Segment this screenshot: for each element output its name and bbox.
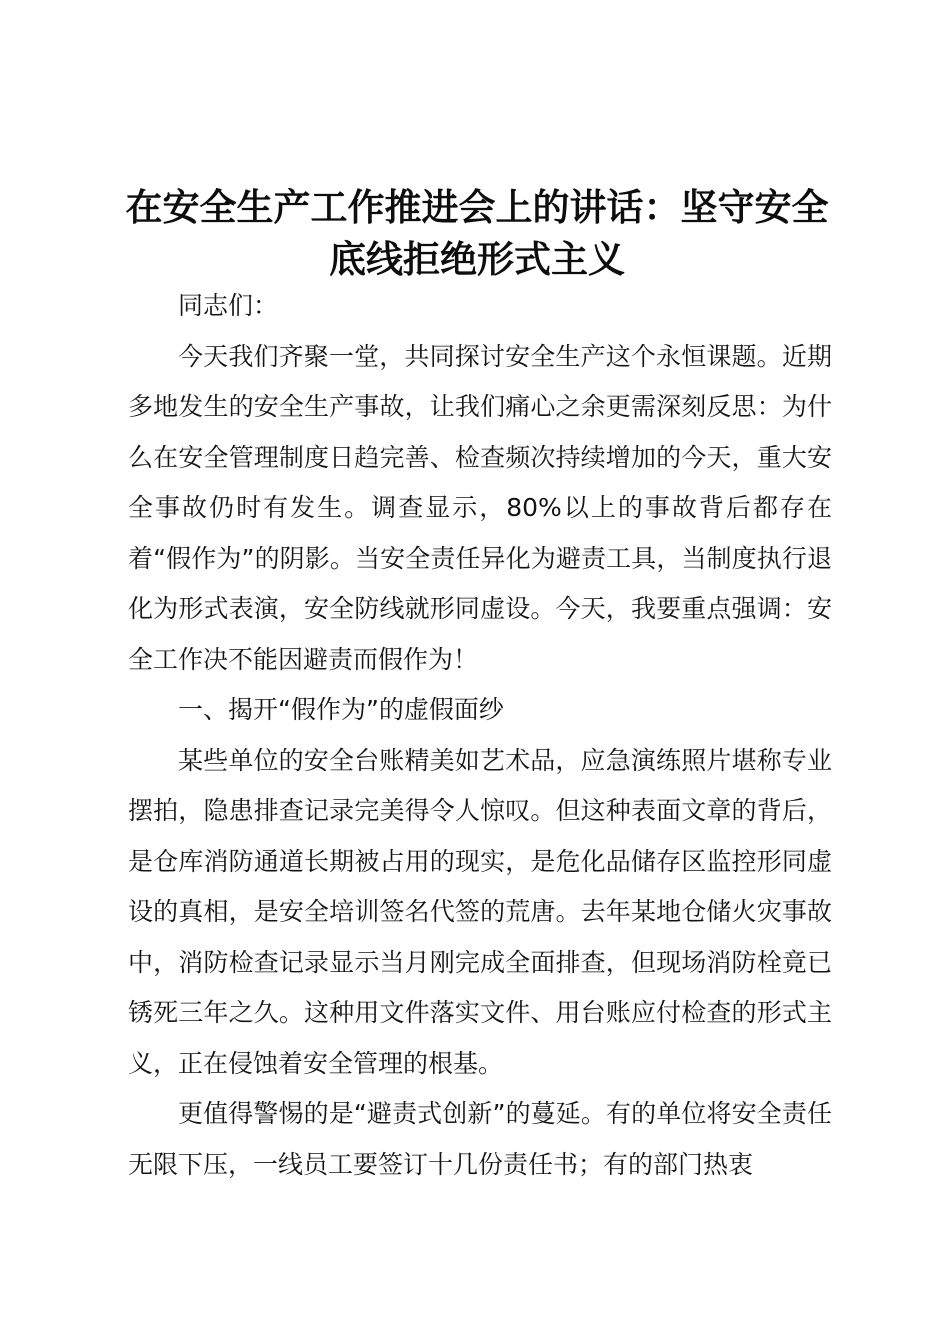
document-body — [128, 281, 832, 1190]
paragraph-section-1: 某些单位的安全台账精美如艺术品，应急演练照片堪称专业摆拍，隐患排查记录完美得令人惊叹。但这种表面文章的背后，是仓库消防通道长期被占用的现实，是危化品储存区监控形同虚设的真相，是安全培训签名代签的荒唐。去年某地仓储火灾事故中，消防检查记录显示当月刚完成全面排查，但现场消防栓竟已锈死三年之久。这种用文件落实文件、用台账应付检查的形式主义，正在侵蚀着安全管理的根基。 — [128, 745, 832, 1078]
paragraph-intro: 今天我们齐聚一堂，共同探讨安全生产这个永恒课题。近期多地发生的安全生产事故，让我们痛心之余更需深刻反思：为什么在安全管理制度日趋完善、检查频次持续增加的今天，重大安全事故仍时有发生。调查显示，80%以上的事故背后都存在着“假作为”的阴影。当安全责任异化为避责工具，当制度执行退化为形式表演，安全防线就形同虚设。今天，我要重点强调：安全工作决不能因避责而假作为！ — [128, 341, 832, 674]
salutation: 同志们： — [178, 291, 279, 320]
document-title: 在安全生产工作推进会上的讲话：坚守安全底线拒绝形式主义 — [125, 186, 829, 281]
section-heading-1: 一、揭开“假作为”的虚假面纱 — [178, 695, 504, 724]
paragraph-avoidance: 更值得警惕的是“避责式创新”的蔓延。有的单位将安全责任无限下压，一线员工要签订十几份责任书；有的部门热衷 — [128, 1099, 832, 1179]
